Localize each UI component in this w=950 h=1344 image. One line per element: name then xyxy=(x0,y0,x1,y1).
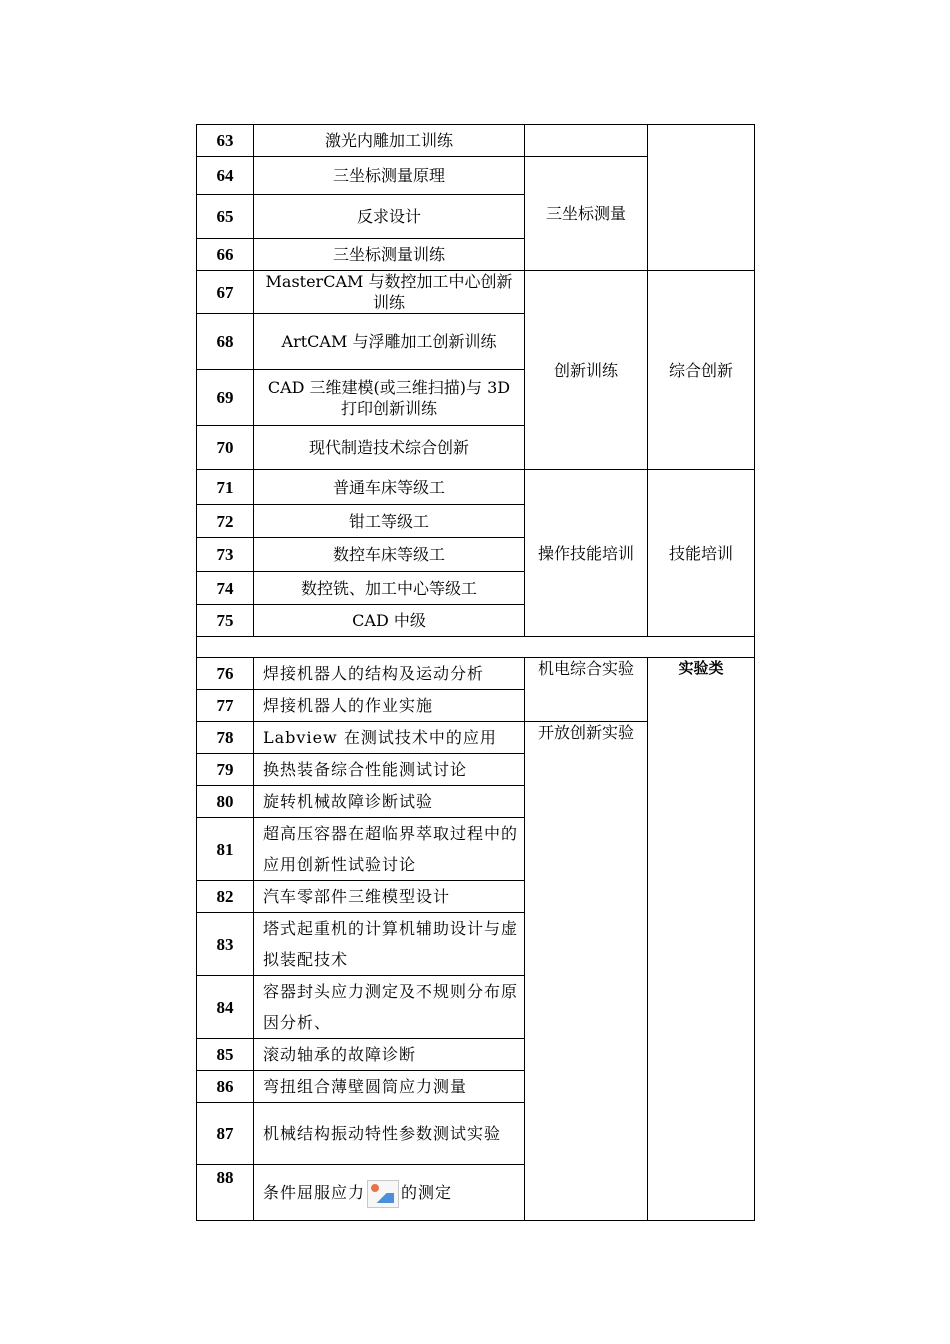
course-name: CAD 中级 xyxy=(254,605,525,637)
course-name: 三坐标测量训练 xyxy=(254,239,525,271)
course-name: 激光内雕加工训练 xyxy=(254,125,525,157)
group-measure: 三坐标测量 xyxy=(525,157,648,271)
group-empty-cell xyxy=(525,125,648,157)
table-row xyxy=(197,271,755,314)
row-number: 70 xyxy=(197,426,254,470)
course-name: 换热装备综合性能测试讨论 xyxy=(254,754,525,786)
row-number: 68 xyxy=(197,314,254,370)
course-name: 旋转机械故障诊断试验 xyxy=(254,786,525,818)
row-number: 76 xyxy=(197,658,254,690)
course-name: 滚动轴承的故障诊断 xyxy=(254,1039,525,1071)
course-name: Labview 在测试技术中的应用 xyxy=(254,722,525,754)
group-open: 开放创新实验 xyxy=(525,722,648,1221)
category-experiment: 实验类 xyxy=(648,658,755,1221)
row-number: 86 xyxy=(197,1071,254,1103)
course-name: 焊接机器人的作业实施 xyxy=(254,690,525,722)
course-name: 反求设计 xyxy=(254,195,525,239)
row-number: 85 xyxy=(197,1039,254,1071)
table-row xyxy=(197,125,755,157)
spacer-cell xyxy=(197,637,755,658)
row-number: 74 xyxy=(197,572,254,605)
course-name: 超高压容器在超临界萃取过程中的应用创新性试验讨论 xyxy=(254,818,525,881)
course-name: 弯扭组合薄壁圆筒应力测量 xyxy=(254,1071,525,1103)
row-number: 84 xyxy=(197,976,254,1039)
course-name: 容器封头应力测定及不规则分布原因分析、 xyxy=(254,976,525,1039)
course-name: MasterCAM 与数控加工中心创新训练 xyxy=(254,271,525,314)
table-row xyxy=(197,470,755,505)
row-number: 79 xyxy=(197,754,254,786)
row-number: 82 xyxy=(197,881,254,913)
course-name: CAD 三维建模(或三维扫描)与 3D 打印创新训练 xyxy=(254,370,525,426)
category-comprehensive: 综合创新 xyxy=(648,271,755,470)
row-number: 78 xyxy=(197,722,254,754)
course-name: 数控铣、加工中心等级工 xyxy=(254,572,525,605)
group-innovation: 创新训练 xyxy=(525,271,648,470)
row-number: 73 xyxy=(197,538,254,572)
course-name: 钳工等级工 xyxy=(254,505,525,538)
row-number: 64 xyxy=(197,157,254,195)
row-number: 71 xyxy=(197,470,254,505)
table-spacer-row xyxy=(197,637,755,658)
group-operation: 操作技能培训 xyxy=(525,470,648,637)
course-name: 汽车零部件三维模型设计 xyxy=(254,881,525,913)
row-number: 66 xyxy=(197,239,254,271)
row-number: 77 xyxy=(197,690,254,722)
row-number: 69 xyxy=(197,370,254,426)
row-number: 63 xyxy=(197,125,254,157)
row-number: 88 xyxy=(197,1165,254,1221)
course-name-part: 的测定 xyxy=(401,1183,453,1202)
row-number: 65 xyxy=(197,195,254,239)
course-name: 焊接机器人的结构及运动分析 xyxy=(254,658,525,690)
row-number: 67 xyxy=(197,271,254,314)
course-name: 现代制造技术综合创新 xyxy=(254,426,525,470)
course-name: 塔式起重机的计算机辅助设计与虚拟装配技术 xyxy=(254,913,525,976)
course-name: 机械结构振动特性参数测试实验 xyxy=(254,1103,525,1165)
category-empty-cell xyxy=(648,125,755,271)
row-number: 87 xyxy=(197,1103,254,1165)
table-row xyxy=(197,658,755,690)
row-number: 80 xyxy=(197,786,254,818)
image-placeholder-icon xyxy=(367,1180,399,1208)
course-name: 数控车床等级工 xyxy=(254,538,525,572)
course-table xyxy=(196,124,755,1221)
row-number: 75 xyxy=(197,605,254,637)
course-name: ArtCAM 与浮雕加工创新训练 xyxy=(254,314,525,370)
row-number: 83 xyxy=(197,913,254,976)
group-mechatronic: 机电综合实验 xyxy=(525,658,648,722)
course-name: 三坐标测量原理 xyxy=(254,157,525,195)
row-number: 72 xyxy=(197,505,254,538)
course-name: 普通车床等级工 xyxy=(254,470,525,505)
category-skill: 技能培训 xyxy=(648,470,755,637)
course-name-part: 条件屈服应力 xyxy=(263,1183,366,1202)
course-name xyxy=(254,1165,525,1221)
row-number: 81 xyxy=(197,818,254,881)
